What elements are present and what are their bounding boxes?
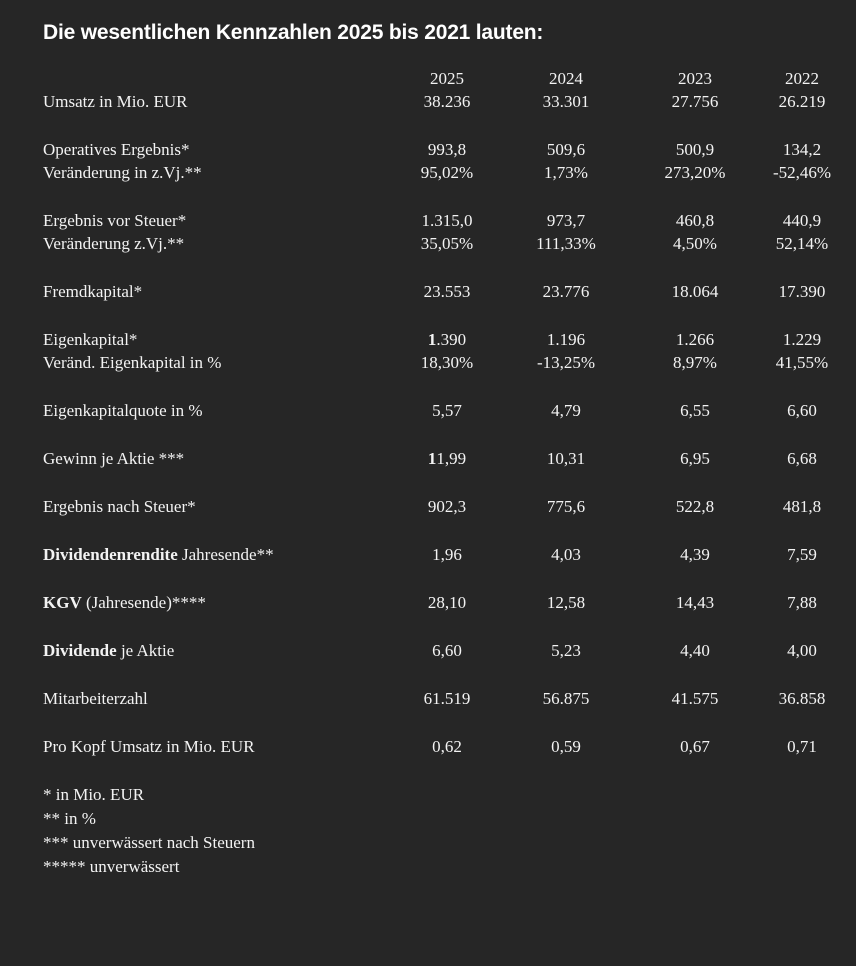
row-label-text: Jahresende** bbox=[177, 545, 274, 564]
cell-value: 10,31 bbox=[546, 449, 586, 468]
row-label-text: Mitarbeiterzahl bbox=[43, 689, 148, 708]
row-label bbox=[43, 184, 390, 232]
table-row bbox=[43, 470, 842, 518]
table-row bbox=[43, 566, 842, 614]
table-row bbox=[43, 710, 842, 758]
cell-value: 17.390 bbox=[778, 282, 826, 301]
row-label-text: Umsatz in Mio. EUR bbox=[43, 92, 188, 111]
cell-value: 273,20% bbox=[664, 163, 726, 182]
cell-value: 41,55% bbox=[775, 353, 829, 372]
row-label-bold: KGV bbox=[43, 593, 82, 612]
table-row bbox=[43, 255, 842, 303]
cell-value: 7,59 bbox=[787, 545, 817, 564]
cell-value: 0,62 bbox=[432, 737, 462, 756]
footnote: *** unverwässert nach Steuern bbox=[43, 833, 255, 852]
row-label bbox=[43, 374, 390, 422]
cell-value: 460,8 bbox=[675, 211, 715, 230]
row-label bbox=[43, 662, 390, 710]
cell-value: 500,9 bbox=[675, 140, 715, 159]
table-row bbox=[43, 184, 842, 232]
footnote: ** in % bbox=[43, 809, 96, 828]
year-header-row bbox=[43, 67, 842, 90]
cell-value: 35,05% bbox=[420, 234, 474, 253]
cell-value: 993,8 bbox=[427, 140, 467, 159]
row-label-text: Fremdkapital* bbox=[43, 282, 143, 301]
cell-value: 1.266 bbox=[675, 330, 715, 349]
cell-value: 4,79 bbox=[551, 401, 581, 420]
table-row bbox=[43, 662, 842, 710]
footnote: * in Mio. EUR bbox=[43, 785, 145, 804]
cell-value: 1.229 bbox=[782, 330, 822, 349]
cell-value: 6,95 bbox=[680, 449, 710, 468]
row-label bbox=[43, 90, 390, 113]
cell-value: 4,40 bbox=[680, 641, 710, 660]
cell-value: 973,7 bbox=[546, 211, 586, 230]
table-row bbox=[43, 518, 842, 566]
cell-value: 18.064 bbox=[671, 282, 719, 301]
row-label bbox=[43, 518, 390, 566]
cell-value: 26.219 bbox=[778, 92, 826, 111]
cell-value: 12,58 bbox=[546, 593, 586, 612]
cell-value: 134,2 bbox=[782, 140, 822, 159]
table-row bbox=[43, 232, 842, 255]
cell-value: 8,97% bbox=[673, 353, 717, 372]
table-row bbox=[43, 113, 842, 161]
cell-value bbox=[390, 303, 504, 351]
cell-value: 5,23 bbox=[551, 641, 581, 660]
year-header-2022: 2022 bbox=[785, 69, 819, 88]
row-label bbox=[43, 161, 390, 184]
row-label bbox=[43, 232, 390, 255]
page-title: Die wesentlichen Kennzahlen 2025 bis 2021 lauten: bbox=[43, 21, 544, 44]
cell-value-bold: 1 bbox=[427, 449, 437, 468]
table-row bbox=[43, 422, 842, 470]
cell-value: 61.519 bbox=[423, 689, 471, 708]
year-header-2023: 2023 bbox=[678, 69, 712, 88]
cell-value: 38.236 bbox=[423, 92, 471, 111]
cell-value: 36.858 bbox=[778, 689, 826, 708]
row-label-text: Veränderung in z.Vj.** bbox=[43, 163, 202, 182]
table-row bbox=[43, 90, 842, 113]
cell-value: 56.875 bbox=[542, 689, 590, 708]
cell-value: 6,60 bbox=[432, 641, 462, 660]
row-label-bold: Dividendenrendite bbox=[43, 545, 178, 564]
row-label bbox=[43, 710, 390, 758]
row-label bbox=[43, 303, 390, 351]
cell-value: 1.315,0 bbox=[421, 211, 473, 230]
kennzahlen-table bbox=[43, 67, 842, 758]
cell-value: 28,10 bbox=[427, 593, 467, 612]
row-label-text: Veränderung z.Vj.** bbox=[43, 234, 185, 253]
cell-value: 6,55 bbox=[680, 401, 710, 420]
cell-value bbox=[390, 422, 504, 470]
cell-value: 1,73% bbox=[544, 163, 588, 182]
table-row bbox=[43, 374, 842, 422]
cell-value: 18,30% bbox=[420, 353, 474, 372]
row-label-text: (Jahresende)**** bbox=[81, 593, 206, 612]
cell-value: 1.196 bbox=[546, 330, 586, 349]
cell-value: 95,02% bbox=[420, 163, 474, 182]
cell-value: 509,6 bbox=[546, 140, 586, 159]
row-label-text: Operatives Ergebnis* bbox=[43, 140, 190, 159]
table-row bbox=[43, 351, 842, 374]
row-label-bold: Dividende bbox=[43, 641, 117, 660]
row-label-text: Ergebnis vor Steuer* bbox=[43, 211, 187, 230]
cell-value: 4,03 bbox=[551, 545, 581, 564]
cell-value-rest: .390 bbox=[436, 330, 467, 349]
row-label bbox=[43, 422, 390, 470]
row-label bbox=[43, 255, 390, 303]
footnotes bbox=[43, 783, 842, 879]
cell-value: 4,39 bbox=[680, 545, 710, 564]
cell-value: 4,50% bbox=[673, 234, 717, 253]
table-row bbox=[43, 161, 842, 184]
cell-value: 52,14% bbox=[775, 234, 829, 253]
cell-value: 775,6 bbox=[546, 497, 586, 516]
cell-value: 7,88 bbox=[787, 593, 817, 612]
cell-value: -52,46% bbox=[772, 163, 832, 182]
cell-value: 440,9 bbox=[782, 211, 822, 230]
cell-value: 41.575 bbox=[671, 689, 719, 708]
cell-value: 522,8 bbox=[675, 497, 715, 516]
row-label-text: Pro Kopf Umsatz in Mio. EUR bbox=[43, 737, 255, 756]
cell-value: 1,96 bbox=[432, 545, 462, 564]
cell-value: 6,68 bbox=[787, 449, 817, 468]
table-row bbox=[43, 614, 842, 662]
row-label bbox=[43, 351, 390, 374]
footnote: ***** unverwässert bbox=[43, 857, 180, 876]
row-label-text: Eigenkapital* bbox=[43, 330, 138, 349]
cell-value: 4,00 bbox=[787, 641, 817, 660]
cell-value: 481,8 bbox=[782, 497, 822, 516]
row-label-text: Ergebnis nach Steuer* bbox=[43, 497, 196, 516]
cell-value: 902,3 bbox=[427, 497, 467, 516]
cell-value: 14,43 bbox=[675, 593, 715, 612]
cell-value-bold: 1 bbox=[427, 330, 437, 349]
year-header-2024: 2024 bbox=[549, 69, 583, 88]
cell-value: 0,67 bbox=[680, 737, 710, 756]
row-label-text: Veränd. Eigenkapital in % bbox=[43, 353, 222, 372]
cell-value: 23.553 bbox=[423, 282, 471, 301]
row-label-text: Eigenkapitalquote in % bbox=[43, 401, 203, 420]
cell-value: 27.756 bbox=[671, 92, 719, 111]
row-label bbox=[43, 470, 390, 518]
row-label bbox=[43, 113, 390, 161]
row-label-text: je Aktie bbox=[116, 641, 175, 660]
cell-value: 0,71 bbox=[787, 737, 817, 756]
table-row bbox=[43, 303, 842, 351]
cell-value: 111,33% bbox=[536, 234, 596, 253]
cell-value: 0,59 bbox=[551, 737, 581, 756]
cell-value: 6,60 bbox=[787, 401, 817, 420]
row-label bbox=[43, 614, 390, 662]
year-header-2025: 2025 bbox=[430, 69, 464, 88]
cell-value: 33.301 bbox=[542, 92, 590, 111]
row-label bbox=[43, 566, 390, 614]
cell-value-rest: 1,99 bbox=[436, 449, 467, 468]
cell-value: -13,25% bbox=[536, 353, 596, 372]
cell-value: 5,57 bbox=[432, 401, 462, 420]
row-label-text: Gewinn je Aktie *** bbox=[43, 449, 185, 468]
cell-value: 23.776 bbox=[542, 282, 590, 301]
row-label-header bbox=[43, 67, 390, 90]
